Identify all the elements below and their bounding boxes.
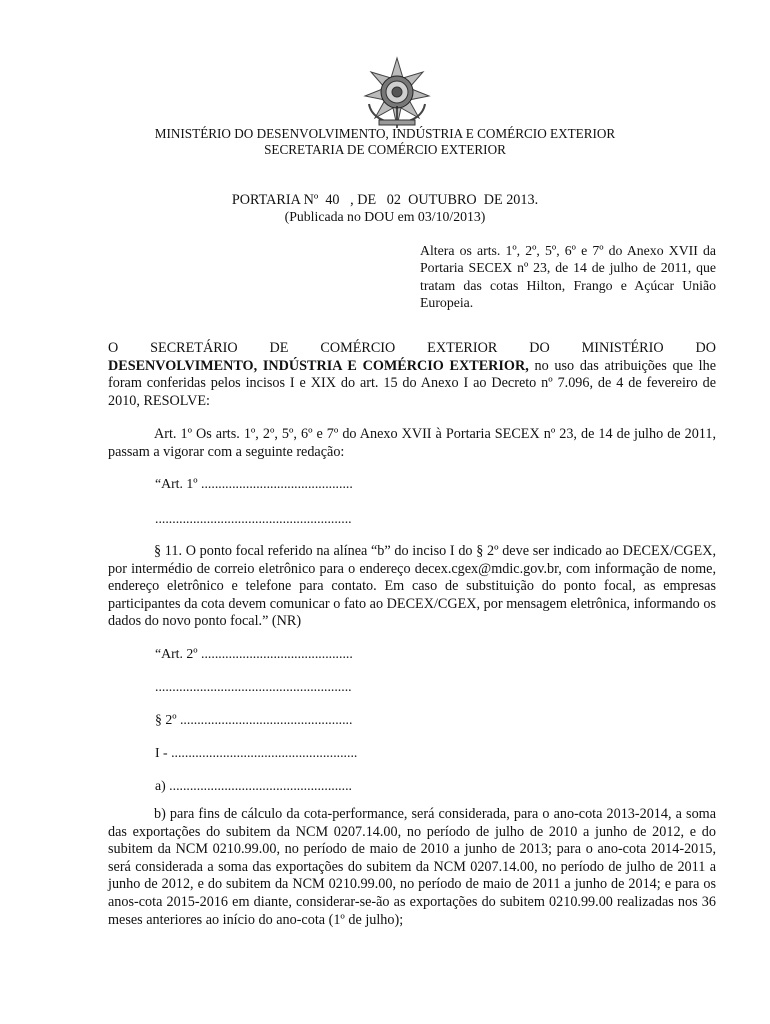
preamble-rest: no uso das atribuições que lhe foram conferidas pelos incisos I e XIX do art. 15 do Anexo I ao Decreto nº 7.096, de 4 de fevereiro de 2010, RESOLVE:	[108, 357, 716, 409]
preamble-line-1: O SECRETÁRIO DE COMÉRCIO EXTERIOR DO MINISTÉRIO DO	[108, 340, 716, 356]
item-i: I - ......................................................	[155, 745, 358, 760]
ementa: Altera os arts. 1º, 2º, 5º, 6º e 7º do Anexo XVII da Portaria SECEX nº 23, de 14 de julho de 2011, que tratam das cotas Hilton, Frango e Açúcar União Europeia.	[420, 243, 716, 311]
item-a: a) .....................................................	[155, 778, 352, 793]
portaria-title	[0, 191, 770, 209]
paragraph-11: § 11. O ponto focal referido na alínea “b” do inciso I do § 2º deve ser indicado ao DECEX/CGEX, por intermédio de correio eletrônico para o endereço decex.cgex@mdic.gov.br, com informação de nome, endereço eletrônico e telefone para contato. Em caso de substituição do ponto focal, as empresas participantes da cota devem comunicar o fato ao DECEX/CGEX, por mensagem eletrônica, informando os dados do novo ponto focal.” (NR)	[108, 543, 716, 630]
art1-intro: Art. 1º Os arts. 1º, 2º, 5º, 6º e 7º do Anexo XVII à Portaria SECEX nº 23, de 14 de julho de 2011, passam a vigorar com a seguinte redação:	[108, 426, 716, 460]
publication-note: (Publicada no DOU em 03/10/2013)	[284, 209, 486, 224]
art1-quote: “Art. 1º ............................................	[155, 476, 353, 491]
preamble	[108, 340, 716, 410]
dots-line-1: .........................................................	[155, 511, 352, 526]
ministry-bold: DESENVOLVIMENTO, INDÚSTRIA E COMÉRCIO EXTERIOR	[108, 357, 526, 374]
bold-comma: ,	[525, 357, 529, 374]
preamble-body	[108, 358, 716, 411]
art2-quote: “Art. 2º ............................................	[155, 646, 353, 661]
portaria-title-text: PORTARIA Nº 40 , DE 02 OUTUBRO DE 2013.	[231, 192, 539, 208]
dots-line-2: .........................................................	[155, 679, 352, 694]
ministry-name: MINISTÉRIO DO DESENVOLVIMENTO, INDÚSTRIA E COMÉRCIO EXTERIOR	[154, 126, 616, 141]
item-b: b) para fins de cálculo da cota-performance, será considerada, para o ano-cota 2013-2014, a soma das exportações do subitem da NCM 0207.14.00, no período de julho de 2010 a junho de 2012, e do subitem da NCM 0210.99.00, no período de maio de 2010 a junho de 2013; para o ano-cota 2014-2015, será considerada a soma das exportações do subitem da NCM 0207.14.00, no período de julho de 2011 a junho de 2012, e do subitem da NCM 0210.99.00, no período de maio de 2011 a junho de 2014; e para os anos-cota 2015-2016 em diante, considerar-se-ão as exportações do subitem 0210.99.00 realizadas nos 36 meses anteriores ao início do ano-cota (1º de julho);	[108, 806, 716, 928]
brazil-coat-of-arms-icon	[357, 56, 437, 130]
section-2: § 2º ..................................................	[155, 712, 353, 727]
secretaria-name: SECRETARIA DE COMÉRCIO EXTERIOR	[264, 142, 506, 157]
